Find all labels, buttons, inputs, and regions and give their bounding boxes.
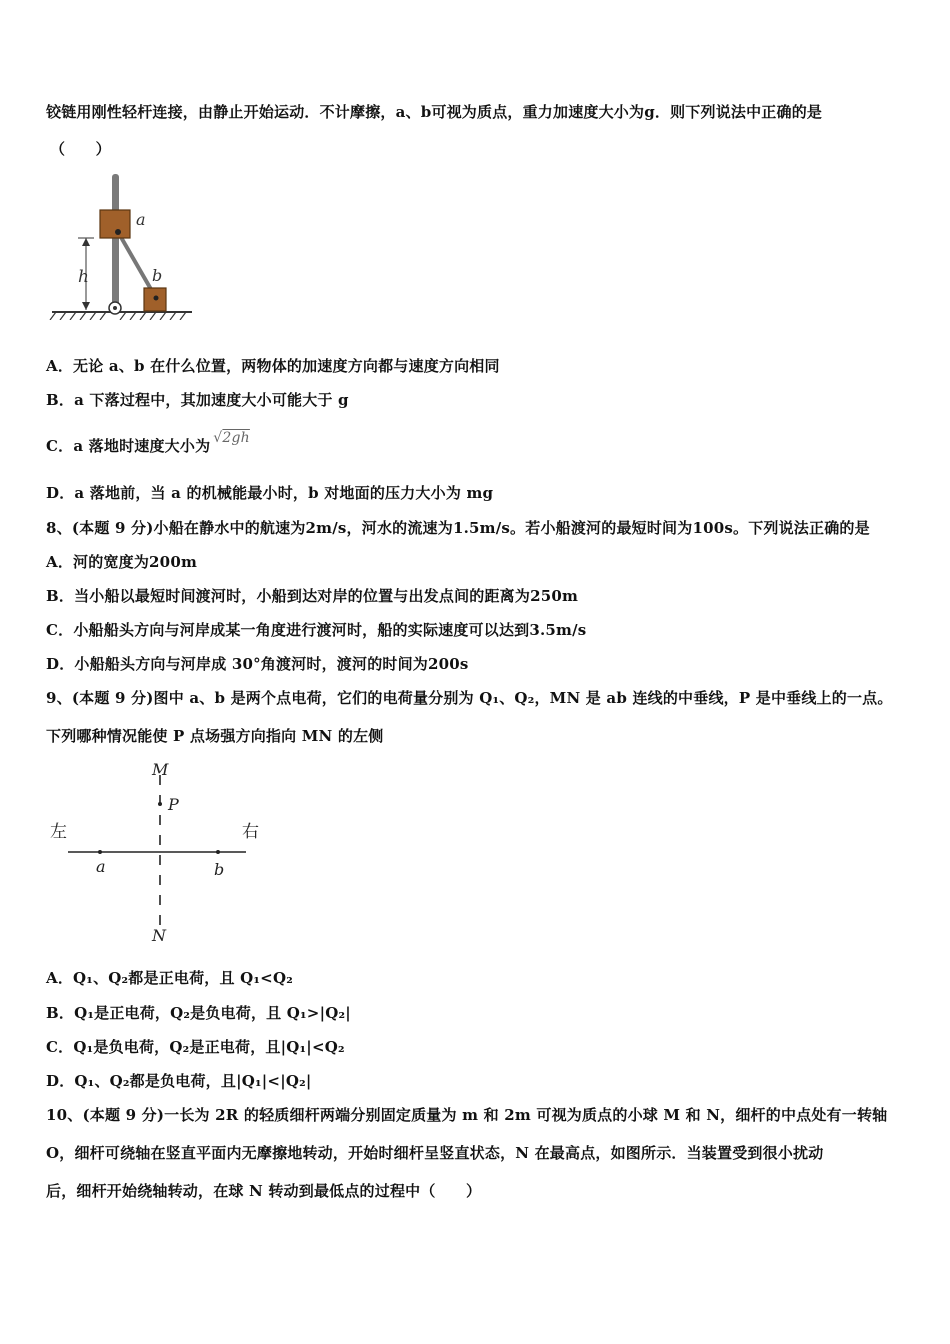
q8-option-a: A．河的宽度为200m <box>46 553 198 571</box>
q7-option-b: B．a 下落过程中，其加速度大小可能大于 g <box>46 391 349 409</box>
question-9-stem-line1: 9、(本题 9 分)图中 a、b 是两个点电荷，它们的电荷量分别为 Q₁、Q₂，MN 是 ab 连线的中垂线，P 是中垂线上的一点。 <box>46 689 893 707</box>
q8-option-d: D．小船船头方向与河岸成 30°角渡河时，渡河的时间为200s <box>46 655 469 673</box>
figure-rod-blocks <box>48 170 198 320</box>
label-b2: b <box>214 860 225 879</box>
q7-option-a: A．无论 a、b 在什么位置，两物体的加速度方向都与速度方向相同 <box>46 357 500 375</box>
question-10-stem-line1: 10、(本题 9 分)一长为 2R 的轻质细杆两端分别固定质量为 m 和 2m 可视为质点的小球 M 和 N，细杆的中点处有一转轴 <box>46 1106 888 1124</box>
question-7-stem-line1: 铰链用刚性轻杆连接，由静止开始运动．不计摩擦，a、b可视为质点，重力加速度大小为g．则下列说法中正确的是 <box>46 103 823 121</box>
q9-option-c: C．Q₁是负电荷，Q₂是正电荷，且|Q₁|<Q₂ <box>46 1038 345 1056</box>
label-p: P <box>168 795 179 814</box>
label-n: N <box>152 926 166 945</box>
q7-option-d: D．a 落地前，当 a 的机械能最小时，b 对地面的压力大小为 mg <box>46 484 494 502</box>
question-8-stem: 8、(本题 9 分)小船在静水中的航速为2m/s，河水的流速为1.5m/s。若小船渡河的最短时间为100s。下列说法正确的是 <box>46 519 870 537</box>
answer-blank: （ ） <box>50 140 111 158</box>
label-b: b <box>152 266 163 285</box>
q8-option-b: B．当小船以最短时间渡河时，小船到达对岸的位置与出发点间的距离为250m <box>46 587 579 605</box>
q7-option-c-text: C．a 落地时速度大小为 <box>46 437 211 455</box>
label-left: 左 <box>50 822 67 842</box>
label-a: a <box>136 210 146 229</box>
label-right: 右 <box>242 822 259 842</box>
charge-b-point <box>216 850 220 854</box>
question-10-stem-line2: O，细杆可绕轴在竖直平面内无摩擦地转动，开始时细杆呈竖直状态，N 在最高点，如图所示．当装置受到很小扰动 <box>46 1144 824 1162</box>
q8-option-c: C．小船船头方向与河岸成某一角度进行渡河时，船的实际速度可以达到3.5m/s <box>46 621 587 639</box>
question-9-stem-line2: 下列哪种情况能使 P 点场强方向指向 MN 的左侧 <box>46 727 384 745</box>
question-10-stem-line3: 后，细杆开始绕轴转动，在球 N 转动到最低点的过程中（ ） <box>46 1182 482 1200</box>
figure-charges <box>46 755 276 950</box>
q9-option-a: A．Q₁、Q₂都是正电荷，且 Q₁<Q₂ <box>46 969 293 987</box>
point-p <box>158 802 162 806</box>
q9-option-d: D．Q₁、Q₂都是负电荷，且|Q₁|<|Q₂| <box>46 1072 312 1090</box>
label-a2: a <box>96 857 106 876</box>
q7-option-c: C．a 落地时速度大小为 √2gh <box>46 430 250 455</box>
label-m: M <box>152 760 169 779</box>
charge-a-point <box>98 850 102 854</box>
vertical-pole <box>112 174 119 312</box>
sqrt-2gh: 2gh <box>222 430 250 446</box>
q9-option-b: B．Q₁是正电荷，Q₂是负电荷，且 Q₁>|Q₂| <box>46 1004 351 1022</box>
label-h: h <box>78 267 89 287</box>
block-a <box>100 210 130 238</box>
